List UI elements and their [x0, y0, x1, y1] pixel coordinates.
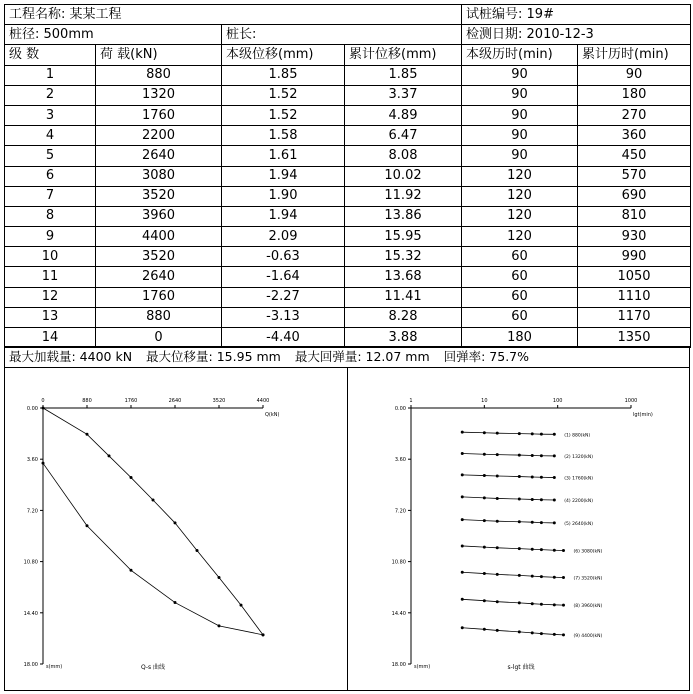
series-line: [43, 408, 263, 635]
table-cell: 690: [578, 186, 691, 206]
table-cell: 6.47: [345, 126, 462, 146]
table-cell: 2640: [96, 146, 222, 166]
x-tick-label: 880: [82, 398, 92, 404]
table-cell: 90: [462, 126, 578, 146]
data-point: [531, 498, 534, 501]
data-point: [553, 521, 556, 524]
table-cell: -2.27: [222, 287, 345, 307]
table-cell: 1.94: [222, 206, 345, 226]
data-point: [218, 624, 221, 627]
y-tick-label: 10.80: [391, 559, 406, 566]
series-label: (3) 1760(kN): [564, 476, 594, 482]
data-point: [518, 574, 521, 577]
table-cell: 2200: [96, 126, 222, 146]
y-tick-label: 3.60: [394, 457, 406, 464]
table-cell: 9: [5, 227, 96, 247]
data-point: [562, 576, 565, 579]
table-cell: 10: [5, 247, 96, 267]
table-cell: 8: [5, 206, 96, 226]
series-label: (4) 2200(kN): [564, 499, 594, 505]
data-point: [518, 520, 521, 523]
table-cell: 13: [5, 307, 96, 327]
series-label: (6) 3080(kN): [573, 549, 603, 555]
x-tick-label: 3520: [212, 398, 226, 404]
series-label: (1) 880(kN): [564, 433, 591, 439]
table-row: [5, 206, 691, 226]
table-cell: 15.95: [345, 227, 462, 247]
data-point: [86, 433, 89, 436]
data-point: [518, 601, 521, 604]
table-cell: 1050: [578, 267, 691, 287]
data-point: [461, 571, 464, 574]
data-point: [562, 549, 565, 552]
data-point: [496, 629, 499, 632]
table-row: [5, 267, 691, 287]
table-cell: 14: [5, 328, 96, 348]
y-tick-label: 18.00: [23, 662, 38, 668]
data-point: [553, 633, 556, 636]
data-point: [553, 499, 556, 502]
data-point: [461, 626, 464, 629]
table-cell: 0: [96, 328, 222, 348]
data-point: [196, 549, 199, 552]
series-label: (9) 4400(kN): [573, 633, 603, 639]
table-cell: 1760: [96, 287, 222, 307]
data-point: [531, 432, 534, 435]
table-cell: 60: [462, 287, 578, 307]
data-point: [518, 630, 521, 633]
table-cell: 1110: [578, 287, 691, 307]
table-cell: 7: [5, 186, 96, 206]
table-cell: 90: [462, 105, 578, 125]
data-point: [540, 521, 543, 524]
table-cell: 1.58: [222, 126, 345, 146]
table-cell: 11.41: [345, 287, 462, 307]
table-row: [5, 166, 691, 186]
chart-title: s-lgt 曲线: [507, 664, 535, 671]
table-cell: 1350: [578, 328, 691, 348]
chart-title: Q-s 曲线: [140, 664, 166, 671]
table-cell: 13.68: [345, 267, 462, 287]
table-cell: 3520: [96, 247, 222, 267]
table-cell: 4400: [96, 227, 222, 247]
table-cell: 570: [578, 166, 691, 186]
table-cell: 2640: [96, 267, 222, 287]
y-tick-label: 14.40: [391, 610, 406, 617]
table-cell: -3.13: [222, 307, 345, 327]
data-point: [86, 524, 89, 527]
table-cell: 1170: [578, 307, 691, 327]
data-point: [461, 473, 464, 476]
rebound-rate: 回弹率: 75.7%: [443, 349, 530, 364]
data-point: [461, 598, 464, 601]
table-cell: 11: [5, 267, 96, 287]
pile-diameter: 桩径: 500mm: [5, 25, 222, 45]
data-point: [540, 433, 543, 436]
table-cell: 1: [5, 65, 96, 85]
y-tick-label: 14.40: [23, 610, 38, 617]
table-row: [5, 227, 691, 247]
x-tick-label: 1: [409, 398, 413, 404]
data-point: [42, 462, 45, 465]
data-point: [518, 498, 521, 501]
table-cell: 3.88: [345, 328, 462, 348]
y-tick-label: 7.20: [26, 508, 38, 515]
table-cell: 990: [578, 247, 691, 267]
data-point: [240, 604, 243, 607]
data-point: [531, 602, 534, 605]
data-point: [483, 628, 486, 631]
charts-panel: [4, 367, 690, 691]
table-cell: 8.28: [345, 307, 462, 327]
series-label: (2) 1320(kN): [564, 454, 594, 460]
y-tick-label: 3.60: [26, 457, 38, 464]
y-axis-label: s(mm): [46, 664, 63, 670]
data-point: [562, 633, 565, 636]
x-tick-label: 2640: [168, 398, 182, 404]
table-cell: 5: [5, 146, 96, 166]
table-cell: 120: [462, 227, 578, 247]
data-point: [174, 521, 177, 524]
table-row: [5, 65, 691, 85]
y-tick-label: 7.20: [394, 508, 406, 515]
data-point: [531, 454, 534, 457]
table-cell: 360: [578, 126, 691, 146]
header-row-project: [5, 5, 691, 25]
table-cell: 450: [578, 146, 691, 166]
series-line: [462, 599, 563, 605]
table-row: [5, 126, 691, 146]
x-tick-label: 1760: [124, 398, 138, 404]
pile-length: 桩长:: [222, 25, 462, 45]
project-name: 工程名称: 某某工程: [5, 5, 462, 25]
table-cell: 15.32: [345, 247, 462, 267]
header-row-pile: [5, 25, 691, 45]
table-cell: 120: [462, 206, 578, 226]
data-point: [553, 476, 556, 479]
col-header: 本级位移(mm): [222, 45, 345, 65]
table-row: [5, 186, 691, 206]
slgt-chart: [348, 367, 690, 691]
max-displacement: 最大位移量: 15.95 mm: [146, 349, 281, 364]
y-tick-label: 18.00: [391, 662, 406, 668]
data-point: [174, 601, 177, 604]
table-cell: 2: [5, 85, 96, 105]
data-point: [562, 604, 565, 607]
data-point: [483, 431, 486, 434]
pile-number: 试桩编号: 19#: [462, 5, 691, 25]
col-header: 荷 载(kN): [96, 45, 222, 65]
data-point: [540, 548, 543, 551]
table-cell: 90: [462, 146, 578, 166]
data-point: [553, 549, 556, 552]
table-cell: 60: [462, 267, 578, 287]
table-cell: 1760: [96, 105, 222, 125]
data-point: [531, 575, 534, 578]
table-cell: 1.94: [222, 166, 345, 186]
data-point: [461, 544, 464, 547]
series-label: (5) 2640(kN): [564, 521, 594, 527]
table-cell: 8.08: [345, 146, 462, 166]
col-header: 累计历时(min): [578, 45, 691, 65]
table-cell: 1.85: [222, 65, 345, 85]
table-cell: 1.61: [222, 146, 345, 166]
x-axis-label: lgt(min): [633, 412, 653, 418]
table-cell: -1.64: [222, 267, 345, 287]
table-cell: 90: [578, 65, 691, 85]
data-point: [483, 453, 486, 456]
table-cell: -4.40: [222, 328, 345, 348]
y-axis-label: s(mm): [414, 664, 431, 670]
data-point: [496, 432, 499, 435]
data-point: [518, 432, 521, 435]
table-row: [5, 247, 691, 267]
table-cell: 2.09: [222, 227, 345, 247]
data-point: [496, 600, 499, 603]
x-tick-label: 0: [41, 398, 45, 404]
table-cell: 10.02: [345, 166, 462, 186]
table-row: [5, 146, 691, 166]
data-point: [483, 572, 486, 575]
table-row: [5, 105, 691, 125]
test-date: 检测日期: 2010-12-3: [462, 25, 691, 45]
data-point: [483, 496, 486, 499]
table-cell: 60: [462, 307, 578, 327]
table-cell: 1.52: [222, 85, 345, 105]
col-header: 累计位移(mm): [345, 45, 462, 65]
table-cell: 1.90: [222, 186, 345, 206]
table-cell: 90: [462, 65, 578, 85]
data-point: [130, 476, 133, 479]
data-point: [496, 474, 499, 477]
table-cell: 1.52: [222, 105, 345, 125]
series-line: [462, 572, 563, 577]
data-point: [496, 546, 499, 549]
data-point: [553, 576, 556, 579]
data-point: [518, 454, 521, 457]
data-point: [540, 476, 543, 479]
data-point: [496, 453, 499, 456]
y-tick-label: 0.00: [26, 406, 38, 412]
data-point: [531, 548, 534, 551]
series-line: [462, 628, 563, 635]
table-cell: 810: [578, 206, 691, 226]
y-tick-label: 10.80: [23, 559, 38, 566]
series-line: [43, 463, 263, 635]
table-body: [5, 65, 691, 348]
table-cell: 60: [462, 247, 578, 267]
table-cell: 3: [5, 105, 96, 125]
data-point: [461, 431, 464, 434]
table-cell: 3960: [96, 206, 222, 226]
column-header-row: [5, 45, 691, 65]
series-label: (7) 3520(kN): [573, 576, 603, 582]
data-point: [461, 518, 464, 521]
data-point: [483, 546, 486, 549]
qs-chart: [5, 367, 347, 691]
data-point: [518, 475, 521, 478]
table-cell: 880: [96, 65, 222, 85]
col-header: 本级历时(min): [462, 45, 578, 65]
table-cell: 120: [462, 186, 578, 206]
data-point: [262, 633, 265, 636]
table-cell: 12: [5, 287, 96, 307]
data-point: [108, 454, 111, 457]
table-cell: 4: [5, 126, 96, 146]
data-point: [152, 499, 155, 502]
data-point: [540, 575, 543, 578]
table-cell: 11.92: [345, 186, 462, 206]
data-point: [540, 632, 543, 635]
data-point: [42, 407, 45, 410]
load-test-table: [4, 4, 691, 348]
x-tick-label: 100: [552, 398, 563, 404]
data-point: [553, 433, 556, 436]
x-tick-label: 1000: [624, 398, 638, 404]
table-cell: 3520: [96, 186, 222, 206]
series-label: (8) 3960(kN): [573, 604, 603, 610]
col-header: 级 数: [5, 45, 96, 65]
data-point: [483, 474, 486, 477]
table-cell: 1320: [96, 85, 222, 105]
table-cell: 880: [96, 307, 222, 327]
data-point: [496, 497, 499, 500]
data-point: [553, 603, 556, 606]
table-cell: 180: [578, 85, 691, 105]
summary-line: [4, 346, 690, 368]
data-point: [218, 576, 221, 579]
data-point: [540, 498, 543, 501]
x-axis-label: Q(kN): [265, 412, 280, 418]
series-line: [462, 546, 563, 551]
data-point: [553, 454, 556, 457]
table-cell: 120: [462, 166, 578, 186]
data-point: [518, 547, 521, 550]
data-point: [461, 452, 464, 455]
max-load: 最大加载量: 4400 kN: [9, 349, 133, 364]
table-cell: -0.63: [222, 247, 345, 267]
data-point: [461, 495, 464, 498]
table-cell: 90: [462, 85, 578, 105]
table-cell: 13.86: [345, 206, 462, 226]
data-point: [531, 631, 534, 634]
table-cell: 4.89: [345, 105, 462, 125]
table-row: [5, 328, 691, 348]
max-rebound: 最大回弹量: 12.07 mm: [294, 349, 430, 364]
data-point: [483, 519, 486, 522]
table-cell: 180: [462, 328, 578, 348]
data-point: [483, 599, 486, 602]
table-row: [5, 85, 691, 105]
data-point: [130, 569, 133, 572]
data-point: [540, 454, 543, 457]
table-row: [5, 287, 691, 307]
data-point: [531, 475, 534, 478]
data-point: [496, 520, 499, 523]
x-tick-label: 4400: [256, 398, 270, 404]
table-cell: 3.37: [345, 85, 462, 105]
data-point: [540, 603, 543, 606]
data-point: [531, 521, 534, 524]
x-tick-label: 10: [481, 398, 488, 404]
table-cell: 3080: [96, 166, 222, 186]
table-row: [5, 307, 691, 327]
data-point: [496, 573, 499, 576]
table-cell: 270: [578, 105, 691, 125]
table-cell: 1.85: [345, 65, 462, 85]
y-tick-label: 0.00: [394, 406, 406, 412]
table-cell: 6: [5, 166, 96, 186]
table-cell: 930: [578, 227, 691, 247]
